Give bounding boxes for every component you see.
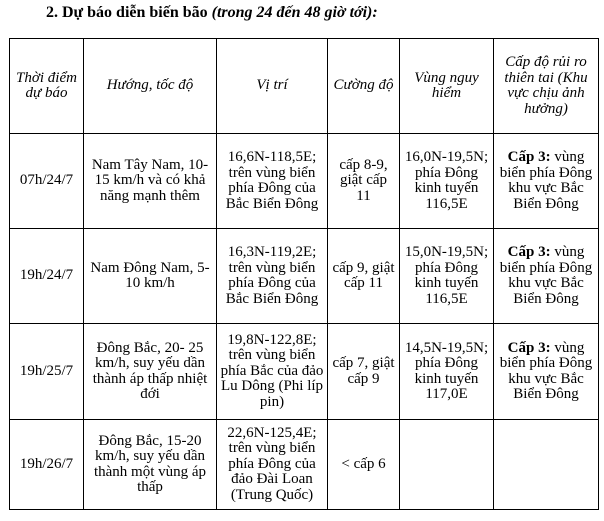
risk-area-text: vùng biển phía Đông khu vực Bắc Biển Đông [499, 339, 593, 402]
cell-direction: Nam Đông Nam, 5-10 km/h [84, 229, 217, 324]
risk-area-text: vùng biển phía Đông khu vực Bắc Biển Đông [499, 149, 593, 212]
cell-danger-zone: 14,5N-19,5N; phía Đông kinh tuyến 117,0E [400, 324, 494, 420]
cell-intensity: cấp 7, giật cấp 9 [328, 324, 400, 420]
cell-intensity: cấp 8-9, giật cấp 11 [328, 134, 400, 229]
cell-risk [494, 324, 599, 420]
header-risk-level: Cấp độ rủi ro thiên tai (Khu vực chịu ảnh hưởng) [494, 39, 599, 134]
cell-time: 19h/24/7 [10, 229, 84, 324]
header-intensity: Cường độ [328, 39, 400, 134]
risk-area-text: vùng biển phía Đông khu vực Bắc Biển Đông [499, 244, 593, 307]
section-number: 2. [46, 4, 58, 21]
cell-danger-zone: 16,0N-19,5N; phía Đông kinh tuyến 116,5E [400, 134, 494, 229]
cell-risk [494, 420, 599, 510]
section-note: (trong 24 đến 48 giờ tới): [211, 4, 378, 21]
cell-direction: Đông Bắc, 15-20 km/h, suy yếu dần thành một vùng áp thấp [84, 420, 217, 510]
cell-intensity: < cấp 6 [328, 420, 400, 510]
header-direction: Hướng, tốc độ [84, 39, 217, 134]
section-heading [46, 4, 378, 22]
cell-direction: Đông Bắc, 20- 25 km/h, suy yếu dần thành áp thấp nhiệt đới [84, 324, 217, 420]
risk-level-label: Cấp 3: [507, 244, 551, 260]
section-title: Dự báo diễn biến bão [62, 4, 208, 21]
risk-level-label: Cấp 3: [507, 339, 551, 356]
cell-position: 19,8N-122,8E; trên vùng biển phía Bắc của đảo Lu Dông (Phi líp pin) [217, 324, 328, 420]
cell-danger-zone [400, 420, 494, 510]
table-row [10, 229, 599, 324]
cell-position: 22,6N-125,4E; trên vùng biển phía Đông của đảo Đài Loan (Trung Quốc) [217, 420, 328, 510]
cell-time: 19h/26/7 [10, 420, 84, 510]
cell-risk [494, 229, 599, 324]
table-row [10, 134, 599, 229]
cell-position: 16,6N-118,5E; trên vùng biển phía Đông của Bắc Biển Đông [217, 134, 328, 229]
cell-risk [494, 134, 599, 229]
table-row [10, 420, 599, 510]
header-danger-zone: Vùng nguy hiểm [400, 39, 494, 134]
cell-intensity: cấp 9, giật cấp 11 [328, 229, 400, 324]
cell-direction: Nam Tây Nam, 10-15 km/h và có khả năng mạnh thêm [84, 134, 217, 229]
header-position: Vị trí [217, 39, 328, 134]
cell-time: 19h/25/7 [10, 324, 84, 420]
cell-time: 07h/24/7 [10, 134, 84, 229]
table-row [10, 324, 599, 420]
table-header-row [10, 39, 599, 134]
header-time: Thời điểm dự báo [10, 39, 84, 134]
cell-danger-zone: 15,0N-19,5N; phía Đông kinh tuyến 116,5E [400, 229, 494, 324]
cell-position: 16,3N-119,2E; trên vùng biển phía Đông của Bắc Biển Đông [217, 229, 328, 324]
storm-forecast-table [9, 38, 599, 510]
risk-level-label: Cấp 3: [507, 149, 551, 165]
